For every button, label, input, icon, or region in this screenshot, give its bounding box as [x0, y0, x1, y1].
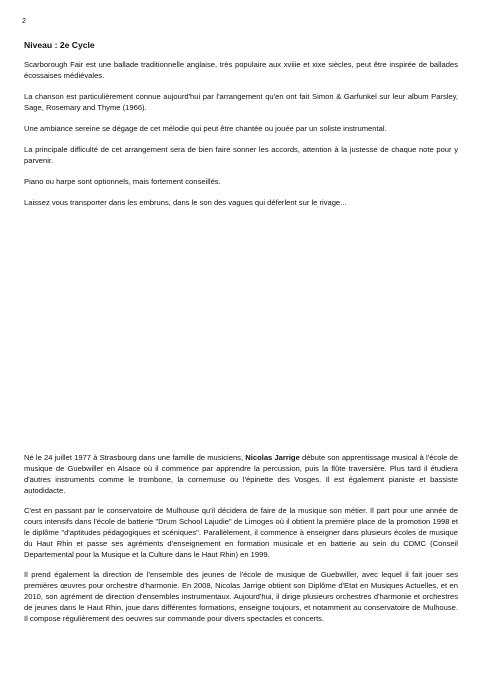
page-number: 2: [22, 18, 26, 25]
intro-paragraph: La chanson est particulièrement connue aujourd'hui par l'arrangement qu'en ont fait Simon & Garfunkel sur leur album Parsley, Sage, Rosemary and Thyme (1966).: [24, 92, 458, 112]
composer-name: Nicolas Jarrige: [245, 453, 300, 462]
intro-paragraph: Laissez vous transporter dans les embruns, dans le son des vagues qui déferlent sur le rivage...: [24, 198, 347, 207]
description-section: [24, 40, 458, 218]
bio-text: Né le 24 juillet 1977 à Strasbourg dans une famille de musiciens,: [24, 453, 246, 462]
intro-paragraph: Scarborough Fair est une ballade traditionnelle anglaise, très populaire aux xviiie et xixe siècles, peut être inspirée de ballades écossaises médiévales.: [24, 60, 458, 80]
intro-paragraph: La principale difficulté de cet arrangement sera de bien faire sonner les accords, attention à la justesse de chaque note pour y parvenir.: [24, 145, 458, 165]
intro-paragraph: Piano ou harpe sont optionnels, mais fortement conseillés.: [24, 177, 221, 186]
intro-paragraph: Une ambiance sereine se dégage de cet mélodie qui peut être chantée ou jouée par un soliste instrumental.: [24, 124, 387, 133]
bio-paragraph: C'est en passant par le conservatoire de Mulhouse qu'il décidera de faire de la musique son métier. Il part pour une année de cours intensifs dans l'école de batterie "Drum School Lajudie" de Limoges où il obtient la première place de la promotion 1998 et le diplôme "d'aptitudes pédagogiques et scéniques". Parallèlement, il commence à enseigner dans plusieurs écoles de musique du Haut Rhin et passe ses agréments d'enseignement en formation musicale et en batterie au sein du CDMC (Conseil Departemental pour la Musique et la Culture dans le Haut Rhin) en 1999.: [24, 506, 458, 559]
bio-paragraph: [24, 452, 458, 496]
bio-text: débute son apprentissage musical à l'école de musique de Guebwiller en Alsace où il commence par apprendre la percussion, puis la flûte traversière. Plus tard il étudiera d'autres instruments comme le trombone, la cornemuse ou l'épinette des Vosges. Il est également pianiste et bassiste autodidacte.: [24, 453, 458, 495]
bio-paragraph: Il prend également la direction de l'ensemble des jeunes de l'école de musique de Guebwiller, avec lequel il fait jouer ses premières œuvres pour orchestre d'harmonie. En 2008, Nicolas Jarrige obtient son Diplôme d'Etat en Musiques Actuelles, et en 2010, son agrément de direction d'ensembles instrumentaux. Aujourd'hui, il dirige plusieurs orchestres d'harmonie et orchestres de jeunes dans le Haut Rhin, joue dans différentes formations, enseigne toujours, et notamment au conservatoire de Mulhouse. Il compose régulièrement des oeuvres sur commande pour divers spectacles et concerts.: [24, 570, 458, 623]
level-heading: Niveau : 2e Cycle: [24, 40, 95, 50]
biography-section: [24, 452, 458, 633]
